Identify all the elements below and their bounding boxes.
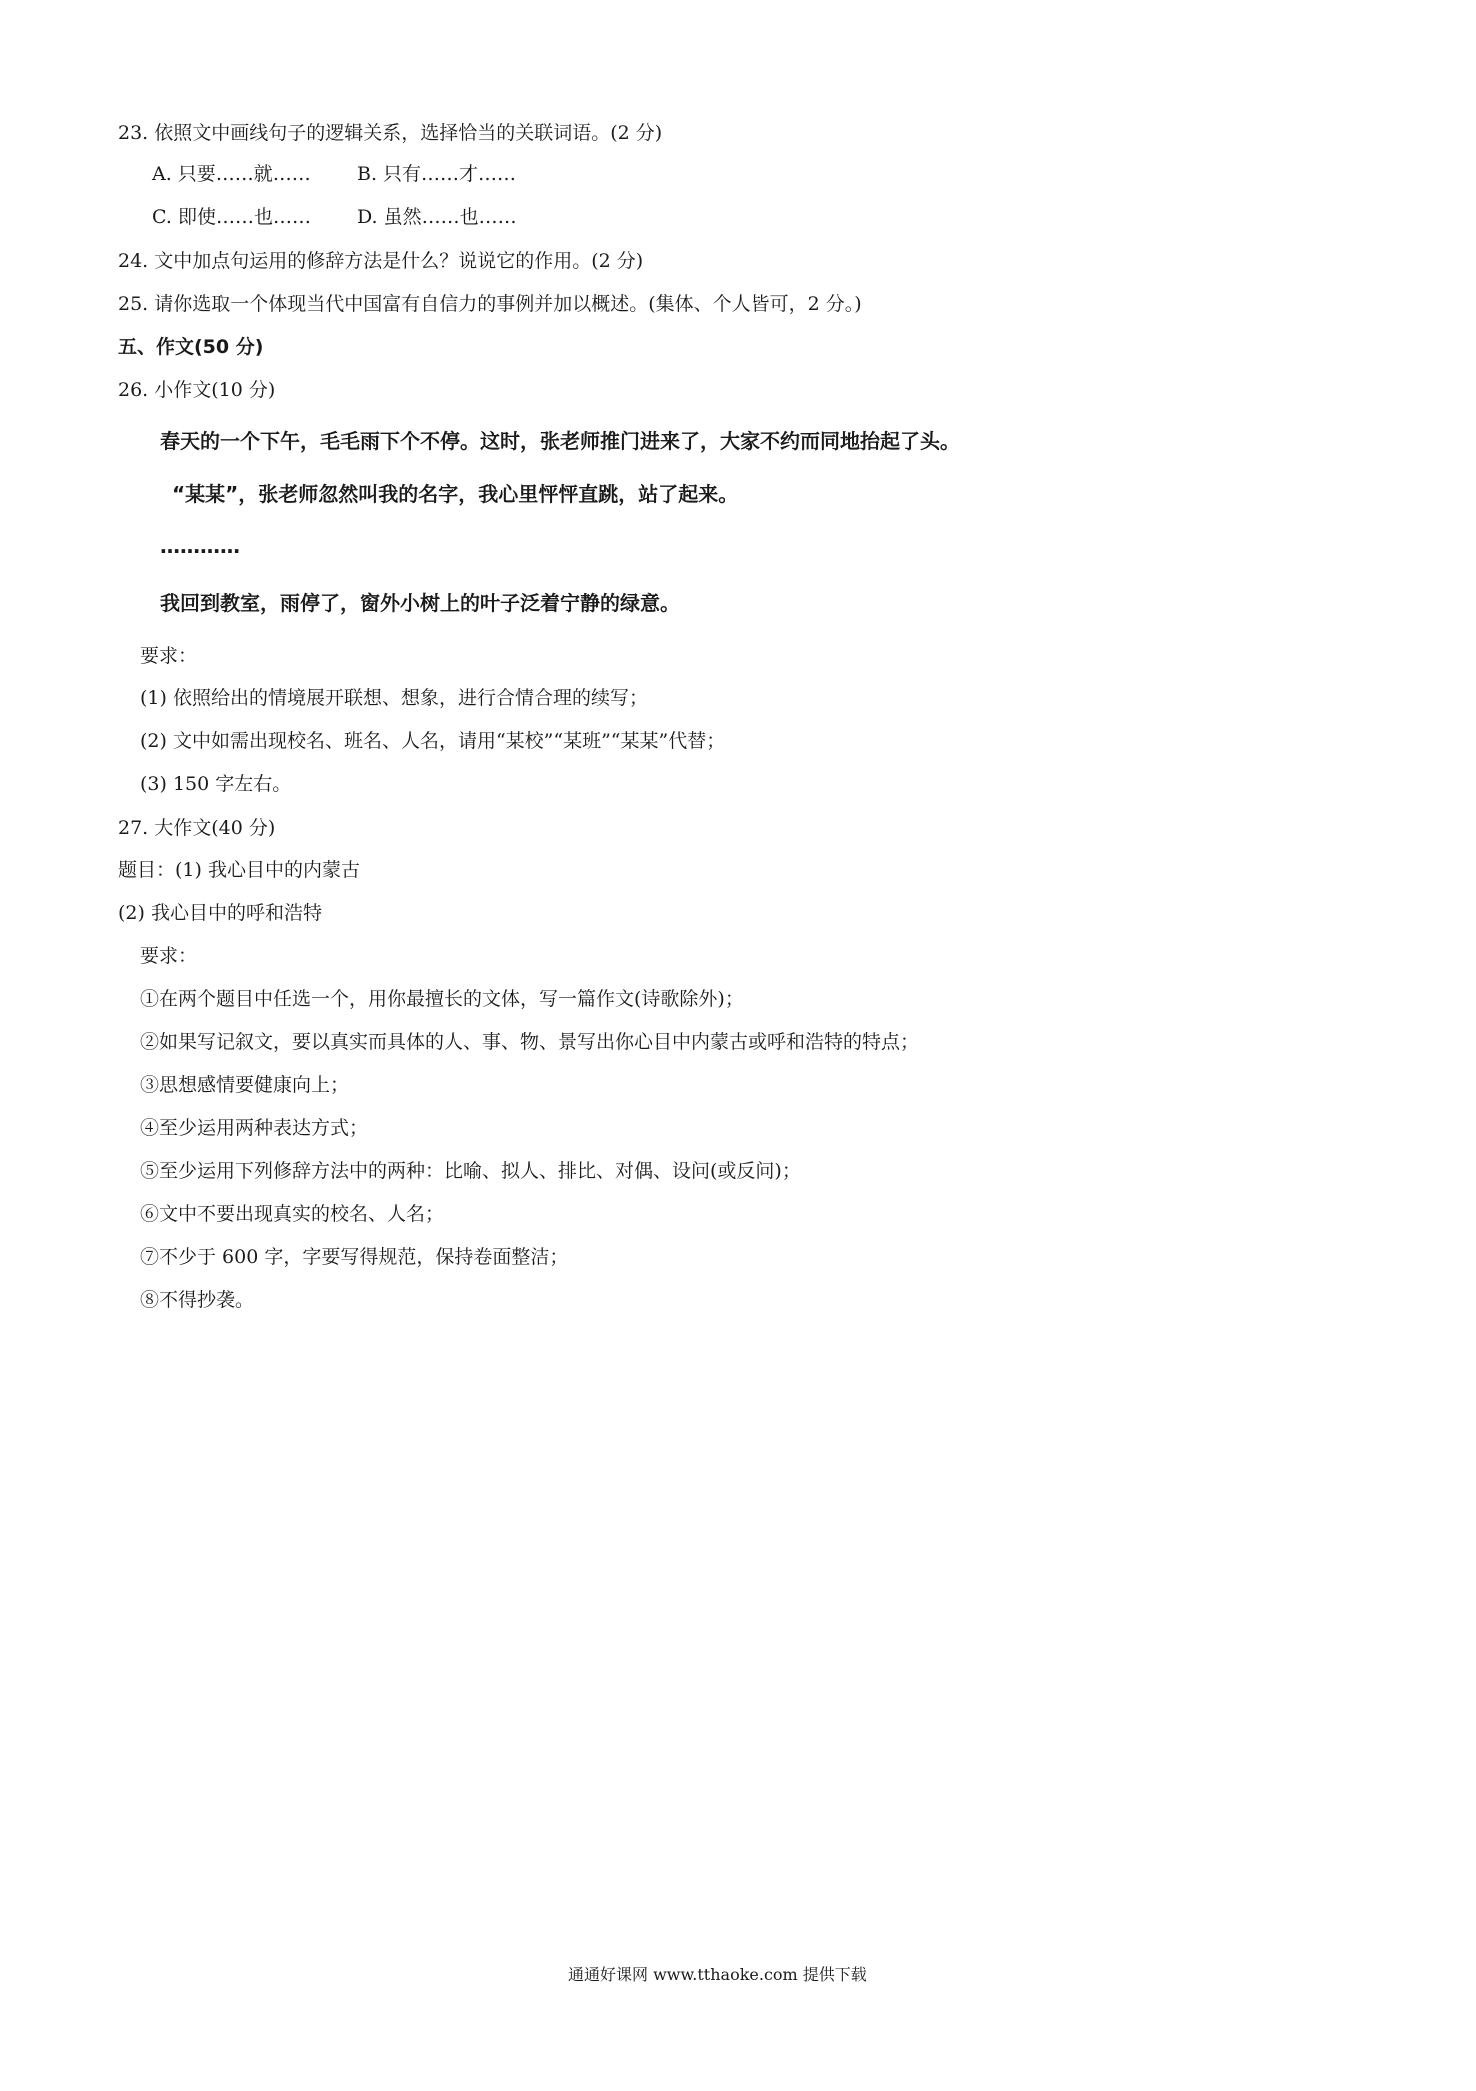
q27-requirement: ④至少运用两种表达方式； [140, 1117, 369, 1139]
q27-requirement: ⑦不少于 600 字，字要写得规范，保持卷面整洁； [140, 1246, 569, 1268]
footer-source: 通通好课网 www.tthaoke.com 提供下载 [568, 1965, 867, 1984]
q27-requirement: ③思想感情要健康向上； [140, 1074, 350, 1096]
q27-requirement: ⑤至少运用下列修辞方法中的两种：比喻、拟人、排比、对偶、设问(或反问)； [140, 1160, 801, 1182]
q27-requirements-label: 要求： [140, 945, 198, 967]
q26-requirement: (1) 依照给出的情境展开联想、想象，进行合情合理的续写； [140, 687, 648, 709]
section-heading: 五、作文(50 分) [118, 336, 264, 358]
q27-topic-2: (2) 我心目中的呼和浩特 [118, 902, 322, 924]
q27-requirement: ①在两个题目中任选一个，用你最擅长的文体，写一篇作文(诗歌除外)； [140, 988, 744, 1010]
q26-requirement: (2) 文中如需出现校名、班名、人名，请用“某校”“某班”“某某”代替； [140, 730, 726, 752]
passage-ellipsis: ………… [160, 534, 240, 558]
q26-requirement: (3) 150 字左右。 [140, 773, 292, 795]
q23-option-d: D. 虽然……也…… [357, 206, 517, 228]
q23-option-b: B. 只有……才…… [357, 163, 517, 185]
q23-stem: 23. 依照文中画线句子的逻辑关系，选择恰当的关联词语。(2 分) [118, 122, 663, 144]
passage-line: “某某”，张老师忽然叫我的名字，我心里怦怦直跳，站了起来。 [172, 482, 739, 506]
q24-stem: 24. 文中加点句运用的修辞方法是什么？说说它的作用。(2 分) [118, 250, 644, 272]
q27-requirement: ⑧不得抄袭。 [140, 1289, 255, 1311]
q26-title: 26. 小作文(10 分) [118, 379, 276, 401]
q27-title: 27. 大作文(40 分) [118, 817, 276, 839]
q26-requirements-label: 要求： [140, 645, 198, 667]
passage-line: 春天的一个下午，毛毛雨下个不停。这时，张老师推门进来了，大家不约而同地抬起了头。 [160, 429, 960, 453]
passage-line: 我回到教室，雨停了，窗外小树上的叶子泛着宁静的绿意。 [160, 591, 680, 615]
q27-requirement: ②如果写记叙文，要以真实而具体的人、事、物、景写出你心目中内蒙古或呼和浩特的特点； [140, 1031, 920, 1053]
q27-requirement: ⑥文中不要出现真实的校名、人名； [140, 1203, 445, 1225]
q23-option-c: C. 即使……也…… [152, 206, 311, 228]
q23-option-a: A. 只要……就…… [152, 163, 311, 185]
q27-topic-1: 题目：(1) 我心目中的内蒙古 [118, 859, 360, 881]
q25-stem: 25. 请你选取一个体现当代中国富有自信力的事例并加以概述。(集体、个人皆可，2 分。) [118, 293, 862, 315]
